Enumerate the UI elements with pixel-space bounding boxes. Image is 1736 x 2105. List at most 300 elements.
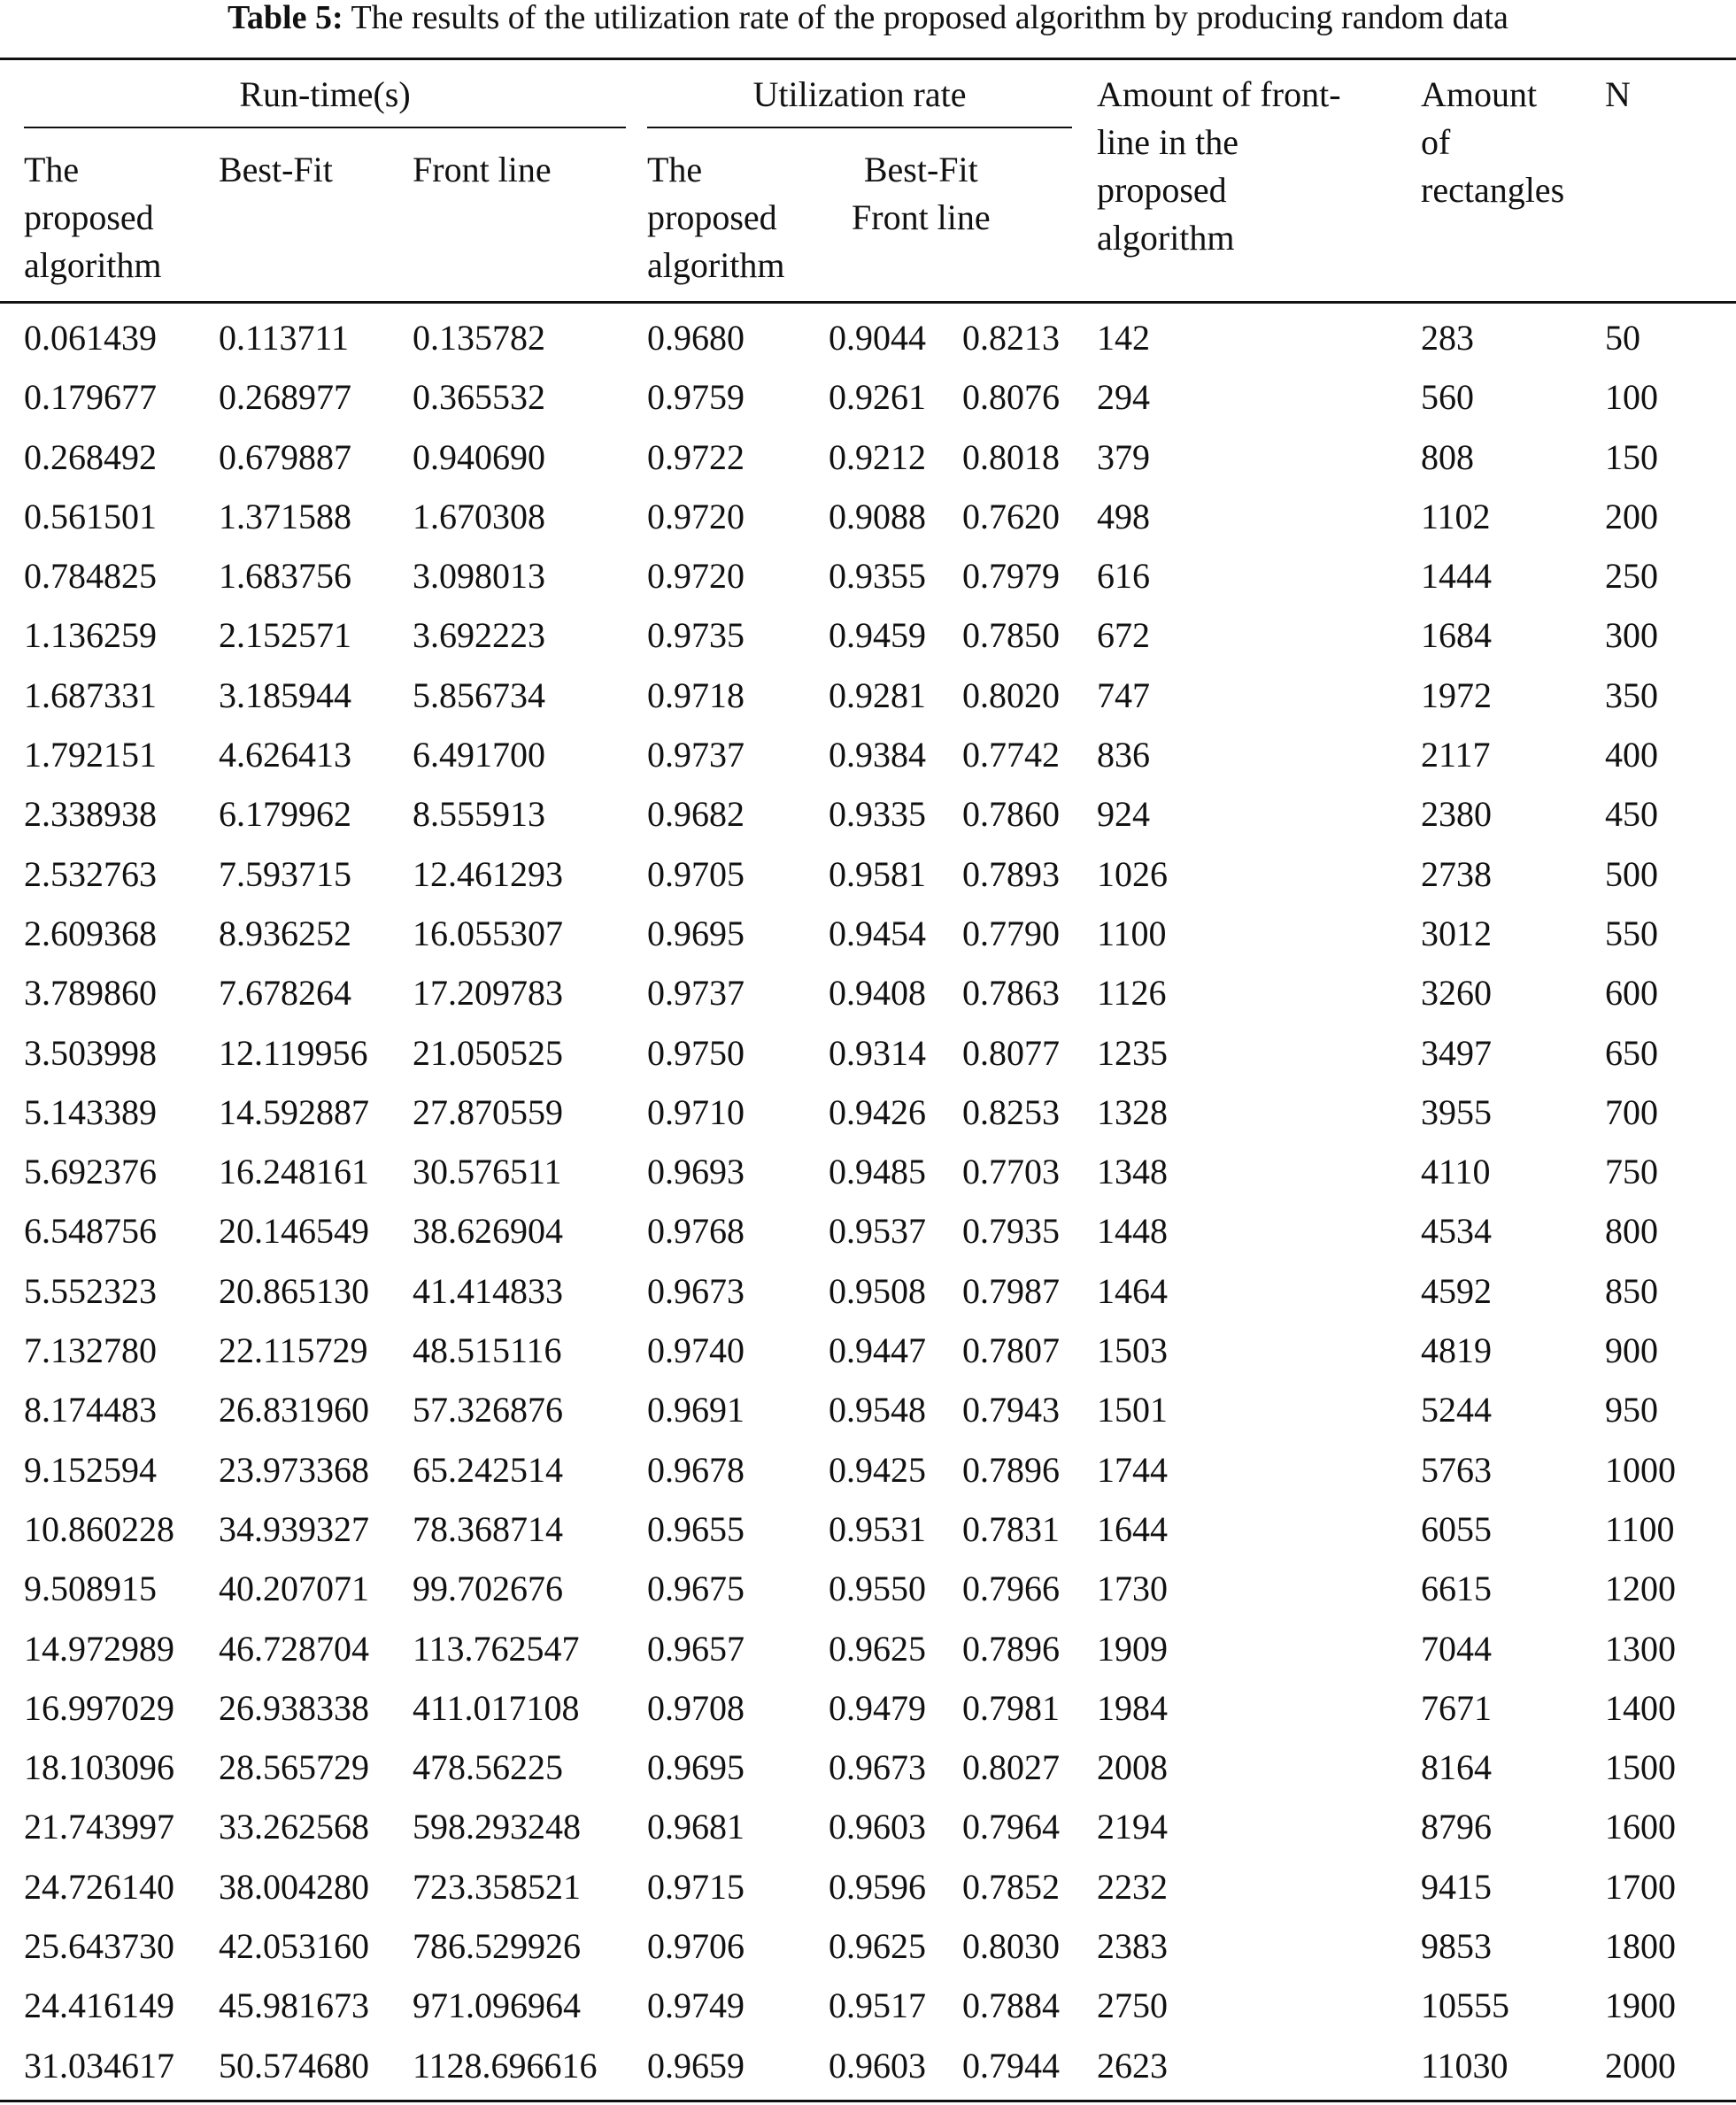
cell-rectangles-amount: 10555 [1421, 1985, 1509, 2026]
cell-frontline-amount: 2750 [1097, 1985, 1168, 2026]
cell-util-frontline: 0.7852 [962, 1866, 1060, 1907]
cell-util-proposed: 0.9710 [647, 1091, 745, 1132]
cell-runtime-bestfit: 8.936252 [219, 913, 351, 953]
cell-util-proposed: 0.9720 [647, 496, 745, 536]
cell-util-frontline: 0.7964 [962, 1807, 1060, 1847]
cell-frontline-amount: 836 [1097, 735, 1150, 775]
cell-rectangles-amount: 4592 [1421, 1270, 1492, 1311]
cell-util-frontline: 0.7896 [962, 1628, 1060, 1669]
cell-runtime-bestfit: 14.592887 [219, 1091, 369, 1132]
cell-runtime-frontline: 57.326876 [413, 1390, 563, 1430]
cell-runtime-bestfit: 3.185944 [219, 675, 351, 715]
cell-rectangles-amount: 9415 [1421, 1866, 1492, 1907]
cell-n: 400 [1605, 735, 1658, 775]
cell-util-proposed: 0.9722 [647, 436, 745, 477]
cell-util-proposed: 0.9695 [647, 1747, 745, 1788]
cell-util-frontline: 0.7742 [962, 735, 1060, 775]
table-row [0, 2042, 1736, 2101]
cell-runtime-proposed: 24.726140 [24, 1866, 174, 1907]
cell-util-bestfit: 0.9459 [829, 615, 926, 656]
table-row [0, 910, 1736, 969]
cell-frontline-amount: 1644 [1097, 1508, 1168, 1549]
cell-runtime-bestfit: 23.973368 [219, 1449, 369, 1490]
cell-runtime-frontline: 3.098013 [413, 556, 545, 597]
cell-frontline-amount: 379 [1097, 436, 1150, 477]
cell-util-bestfit: 0.9625 [829, 1926, 926, 1967]
cell-runtime-proposed: 7.132780 [24, 1330, 157, 1371]
cell-rectangles-amount: 1444 [1421, 556, 1492, 597]
cell-runtime-frontline: 0.135782 [413, 318, 545, 358]
cell-util-proposed: 0.9750 [647, 1032, 745, 1073]
table-body [0, 314, 1736, 2101]
cell-rectangles-amount: 6615 [1421, 1569, 1492, 1609]
cell-util-bestfit: 0.9281 [829, 675, 926, 715]
cell-runtime-proposed: 5.552323 [24, 1270, 157, 1311]
cell-n: 1700 [1605, 1866, 1676, 1907]
table-row [0, 1803, 1736, 1862]
cell-util-bestfit: 0.9314 [829, 1032, 926, 1073]
table-row [0, 1386, 1736, 1446]
cell-runtime-frontline: 65.242514 [413, 1449, 563, 1490]
cell-rectangles-amount: 4534 [1421, 1211, 1492, 1252]
cell-frontline-amount: 672 [1097, 615, 1150, 656]
cell-frontline-amount: 1100 [1097, 913, 1167, 953]
cell-rectangles-amount: 8796 [1421, 1807, 1492, 1847]
header-n: N [1605, 74, 1631, 114]
cell-util-frontline: 0.7943 [962, 1390, 1060, 1430]
cell-util-bestfit: 0.9425 [829, 1449, 926, 1490]
cell-util-proposed: 0.9715 [647, 1866, 745, 1907]
cell-n: 200 [1605, 496, 1658, 536]
table-row [0, 612, 1736, 671]
cell-n: 2000 [1605, 2045, 1676, 2086]
cell-util-bestfit: 0.9088 [829, 496, 926, 536]
cell-runtime-bestfit: 0.268977 [219, 377, 351, 418]
header-util-proposed: The proposed algorithm [647, 150, 785, 285]
cell-util-frontline: 0.7884 [962, 1985, 1060, 2026]
header-runtime-proposed: The proposed algorithm [24, 150, 162, 285]
cell-n: 500 [1605, 853, 1658, 894]
cell-rectangles-amount: 283 [1421, 318, 1474, 358]
cell-n: 750 [1605, 1152, 1658, 1192]
cell-frontline-amount: 142 [1097, 318, 1150, 358]
cell-util-frontline: 0.7860 [962, 794, 1060, 835]
cell-util-proposed: 0.9720 [647, 556, 745, 597]
cell-rectangles-amount: 2380 [1421, 794, 1492, 835]
cell-frontline-amount: 1744 [1097, 1449, 1168, 1490]
cell-util-bestfit: 0.9603 [829, 1807, 926, 1847]
cell-util-proposed: 0.9749 [647, 1985, 745, 2026]
cell-runtime-frontline: 8.555913 [413, 794, 545, 835]
cell-util-bestfit: 0.9426 [829, 1091, 926, 1132]
table-row [0, 434, 1736, 493]
header-rectangles-amount: Amount of rectangles [1421, 74, 1565, 210]
cell-runtime-frontline: 12.461293 [413, 853, 563, 894]
table-row [0, 1268, 1736, 1327]
cell-n: 1500 [1605, 1747, 1676, 1788]
cell-n: 350 [1605, 675, 1658, 715]
cell-runtime-frontline: 27.870559 [413, 1091, 563, 1132]
cell-frontline-amount: 1984 [1097, 1687, 1168, 1728]
cell-runtime-bestfit: 0.113711 [219, 318, 350, 358]
cell-util-proposed: 0.9680 [647, 318, 745, 358]
table-row [0, 1327, 1736, 1386]
cell-frontline-amount: 1501 [1097, 1390, 1168, 1430]
cell-n: 1900 [1605, 1985, 1676, 2026]
cell-n: 1800 [1605, 1926, 1676, 1967]
cell-util-frontline: 0.7896 [962, 1449, 1060, 1490]
cell-runtime-frontline: 786.529926 [413, 1926, 581, 1967]
header-group-utilization: Utilization rate [752, 74, 967, 114]
cell-util-bestfit: 0.9673 [829, 1747, 926, 1788]
cell-runtime-proposed: 6.548756 [24, 1211, 157, 1252]
cell-util-bestfit: 0.9537 [829, 1211, 926, 1252]
cell-runtime-proposed: 1.136259 [24, 615, 157, 656]
cell-runtime-proposed: 3.503998 [24, 1032, 157, 1073]
cell-runtime-frontline: 478.56225 [413, 1747, 563, 1788]
cell-runtime-bestfit: 46.728704 [219, 1628, 369, 1669]
header-util-bestfit-frontline: Best-Fit Front line [852, 150, 991, 237]
cell-util-proposed: 0.9735 [647, 615, 745, 656]
cell-rectangles-amount: 1102 [1421, 496, 1491, 536]
cell-frontline-amount: 2008 [1097, 1747, 1168, 1788]
cell-runtime-proposed: 31.034617 [24, 2045, 174, 2086]
cell-n: 1400 [1605, 1687, 1676, 1728]
cell-rectangles-amount: 3012 [1421, 913, 1492, 953]
cell-util-frontline: 0.7944 [962, 2045, 1060, 2086]
table-row [0, 1744, 1736, 1803]
cell-frontline-amount: 2194 [1097, 1807, 1168, 1847]
cell-runtime-bestfit: 26.938338 [219, 1687, 369, 1728]
header-runtime-bestfit: Best-Fit [219, 150, 333, 189]
cell-util-bestfit: 0.9517 [829, 1985, 926, 2026]
cell-util-frontline: 0.7620 [962, 496, 1060, 536]
cell-util-frontline: 0.7831 [962, 1508, 1060, 1549]
cell-util-frontline: 0.7966 [962, 1569, 1060, 1609]
cell-util-frontline: 0.8018 [962, 436, 1060, 477]
cell-runtime-proposed: 21.743997 [24, 1807, 174, 1847]
table-row [0, 1148, 1736, 1207]
table-row [0, 1982, 1736, 2041]
table-caption [0, 0, 1736, 35]
cell-runtime-proposed: 0.784825 [24, 556, 157, 597]
cell-util-frontline: 0.8030 [962, 1926, 1060, 1967]
cell-util-proposed: 0.9740 [647, 1330, 745, 1371]
cell-util-frontline: 0.8027 [962, 1747, 1060, 1788]
cell-n: 550 [1605, 913, 1658, 953]
table-row [0, 1685, 1736, 1744]
bottom-rule [0, 2100, 1736, 2102]
cell-runtime-proposed: 14.972989 [24, 1628, 174, 1669]
cell-util-proposed: 0.9718 [647, 675, 745, 715]
table-row [0, 851, 1736, 910]
cell-rectangles-amount: 3260 [1421, 973, 1492, 1014]
cell-runtime-proposed: 5.692376 [24, 1152, 157, 1192]
cell-util-frontline: 0.7703 [962, 1152, 1060, 1192]
cell-n: 1600 [1605, 1807, 1676, 1847]
cell-util-bestfit: 0.9355 [829, 556, 926, 597]
cell-n: 800 [1605, 1211, 1658, 1252]
cell-n: 1000 [1605, 1449, 1676, 1490]
cell-runtime-bestfit: 26.831960 [219, 1390, 369, 1430]
cell-runtime-bestfit: 1.371588 [219, 496, 351, 536]
cell-runtime-bestfit: 20.865130 [219, 1270, 369, 1311]
cell-n: 100 [1605, 377, 1658, 418]
cell-runtime-frontline: 30.576511 [413, 1152, 562, 1192]
cell-rectangles-amount: 4110 [1421, 1152, 1491, 1192]
cell-util-proposed: 0.9659 [647, 2045, 745, 2086]
cell-util-frontline: 0.8213 [962, 318, 1060, 358]
cell-util-frontline: 0.8076 [962, 377, 1060, 418]
cell-rectangles-amount: 3955 [1421, 1091, 1492, 1132]
cell-util-proposed: 0.9693 [647, 1152, 745, 1192]
cell-runtime-frontline: 17.209783 [413, 973, 563, 1014]
cell-frontline-amount: 2383 [1097, 1926, 1168, 1967]
cell-util-proposed: 0.9737 [647, 735, 745, 775]
cell-rectangles-amount: 5763 [1421, 1449, 1492, 1490]
cell-runtime-frontline: 0.940690 [413, 436, 545, 477]
cell-util-proposed: 0.9678 [647, 1449, 745, 1490]
cell-runtime-proposed: 9.508915 [24, 1569, 157, 1609]
cell-rectangles-amount: 6055 [1421, 1508, 1492, 1549]
runtime-group-rule [24, 127, 626, 128]
cell-runtime-bestfit: 0.679887 [219, 436, 351, 477]
cell-n: 600 [1605, 973, 1658, 1014]
cell-runtime-bestfit: 1.683756 [219, 556, 351, 597]
cell-runtime-bestfit: 28.565729 [219, 1747, 369, 1788]
cell-frontline-amount: 2232 [1097, 1866, 1168, 1907]
cell-runtime-frontline: 3.692223 [413, 615, 545, 656]
cell-frontline-amount: 747 [1097, 675, 1150, 715]
cell-util-frontline: 0.8253 [962, 1091, 1060, 1132]
cell-runtime-bestfit: 40.207071 [219, 1569, 369, 1609]
cell-rectangles-amount: 808 [1421, 436, 1474, 477]
utilization-group-rule [647, 127, 1072, 128]
cell-frontline-amount: 1503 [1097, 1330, 1168, 1371]
cell-runtime-frontline: 411.017108 [413, 1687, 580, 1728]
cell-util-proposed: 0.9708 [647, 1687, 745, 1728]
cell-util-frontline: 0.7863 [962, 973, 1060, 1014]
cell-util-bestfit: 0.9603 [829, 2045, 926, 2086]
cell-runtime-bestfit: 33.262568 [219, 1807, 369, 1847]
cell-frontline-amount: 294 [1097, 377, 1150, 418]
table-row [0, 1625, 1736, 1685]
cell-util-bestfit: 0.9335 [829, 794, 926, 835]
cell-util-frontline: 0.7935 [962, 1211, 1060, 1252]
caption-text: The results of the utilization rate of the proposed algorithm by producing random data [351, 0, 1508, 36]
cell-runtime-proposed: 1.792151 [24, 735, 157, 775]
cell-runtime-bestfit: 6.179962 [219, 794, 351, 835]
cell-n: 700 [1605, 1091, 1658, 1132]
cell-runtime-bestfit: 22.115729 [219, 1330, 368, 1371]
cell-runtime-proposed: 0.268492 [24, 436, 157, 477]
cell-rectangles-amount: 7671 [1421, 1687, 1492, 1728]
cell-runtime-bestfit: 7.593715 [219, 853, 351, 894]
cell-frontline-amount: 1464 [1097, 1270, 1168, 1311]
cell-util-frontline: 0.7790 [962, 913, 1060, 953]
cell-rectangles-amount: 9853 [1421, 1926, 1492, 1967]
cell-frontline-amount: 1909 [1097, 1628, 1168, 1669]
cell-runtime-frontline: 971.096964 [413, 1985, 581, 2026]
cell-runtime-frontline: 48.515116 [413, 1330, 562, 1371]
cell-frontline-amount: 1026 [1097, 853, 1168, 894]
header-rule [0, 301, 1736, 304]
cell-runtime-bestfit: 12.119956 [219, 1032, 368, 1073]
cell-runtime-bestfit: 34.939327 [219, 1508, 369, 1549]
cell-util-bestfit: 0.9408 [829, 973, 926, 1014]
table-row [0, 672, 1736, 731]
cell-frontline-amount: 1126 [1097, 973, 1167, 1014]
cell-util-frontline: 0.7850 [962, 615, 1060, 656]
cell-runtime-bestfit: 38.004280 [219, 1866, 369, 1907]
cell-util-frontline: 0.7979 [962, 556, 1060, 597]
cell-util-proposed: 0.9655 [647, 1508, 745, 1549]
cell-runtime-bestfit: 16.248161 [219, 1152, 369, 1192]
cell-n: 50 [1605, 318, 1640, 358]
header-runtime-frontline: Front line [413, 150, 552, 189]
header-group-runtime: Run-time(s) [239, 74, 411, 114]
cell-frontline-amount: 924 [1097, 794, 1150, 835]
cell-util-bestfit: 0.9581 [829, 853, 926, 894]
cell-util-bestfit: 0.9531 [829, 1508, 926, 1549]
cell-n: 950 [1605, 1390, 1658, 1430]
cell-n: 450 [1605, 794, 1658, 835]
cell-runtime-proposed: 3.789860 [24, 973, 157, 1014]
cell-runtime-proposed: 10.860228 [24, 1508, 174, 1549]
cell-util-proposed: 0.9657 [647, 1628, 745, 1669]
table-row [0, 1506, 1736, 1565]
cell-runtime-bestfit: 20.146549 [219, 1211, 369, 1252]
cell-util-proposed: 0.9695 [647, 913, 745, 953]
cell-runtime-frontline: 16.055307 [413, 913, 563, 953]
cell-n: 150 [1605, 436, 1658, 477]
cell-runtime-frontline: 21.050525 [413, 1032, 563, 1073]
cell-util-frontline: 0.7981 [962, 1687, 1060, 1728]
cell-rectangles-amount: 7044 [1421, 1628, 1492, 1669]
cell-util-frontline: 0.7807 [962, 1330, 1060, 1371]
cell-runtime-bestfit: 2.152571 [219, 615, 351, 656]
cell-rectangles-amount: 3497 [1421, 1032, 1492, 1073]
table-row [0, 493, 1736, 552]
cell-runtime-proposed: 0.179677 [24, 377, 157, 418]
cell-runtime-proposed: 8.174483 [24, 1390, 157, 1430]
table-row [0, 1923, 1736, 1982]
cell-runtime-frontline: 6.491700 [413, 735, 545, 775]
cell-runtime-proposed: 1.687331 [24, 675, 157, 715]
cell-rectangles-amount: 5244 [1421, 1390, 1492, 1430]
cell-runtime-frontline: 1128.696616 [413, 2045, 598, 2086]
cell-n: 900 [1605, 1330, 1658, 1371]
cell-util-proposed: 0.9682 [647, 794, 745, 835]
cell-frontline-amount: 1348 [1097, 1152, 1168, 1192]
cell-runtime-proposed: 18.103096 [24, 1747, 174, 1788]
cell-util-bestfit: 0.9550 [829, 1569, 926, 1609]
cell-util-proposed: 0.9681 [647, 1807, 745, 1847]
cell-util-bestfit: 0.9212 [829, 436, 926, 477]
cell-frontline-amount: 1448 [1097, 1211, 1168, 1252]
cell-runtime-frontline: 113.762547 [413, 1628, 580, 1669]
cell-rectangles-amount: 2117 [1421, 735, 1491, 775]
table-row [0, 314, 1736, 374]
cell-n: 300 [1605, 615, 1658, 656]
cell-util-proposed: 0.9759 [647, 377, 745, 418]
cell-util-proposed: 0.9706 [647, 1926, 745, 1967]
table-row [0, 790, 1736, 850]
cell-util-frontline: 0.7893 [962, 853, 1060, 894]
cell-n: 250 [1605, 556, 1658, 597]
cell-runtime-bestfit: 50.574680 [219, 2045, 369, 2086]
table-row [0, 731, 1736, 790]
cell-frontline-amount: 1235 [1097, 1032, 1168, 1073]
cell-runtime-bestfit: 42.053160 [219, 1926, 369, 1967]
table-row [0, 1446, 1736, 1506]
cell-util-proposed: 0.9673 [647, 1270, 745, 1311]
cell-util-proposed: 0.9737 [647, 973, 745, 1014]
cell-util-bestfit: 0.9479 [829, 1687, 926, 1728]
caption-label: Table 5: [228, 0, 343, 36]
cell-n: 850 [1605, 1270, 1658, 1311]
cell-n: 1200 [1605, 1569, 1676, 1609]
cell-runtime-proposed: 2.609368 [24, 913, 157, 953]
cell-runtime-bestfit: 4.626413 [219, 735, 351, 775]
cell-runtime-proposed: 0.561501 [24, 496, 157, 536]
table-row [0, 1029, 1736, 1089]
table-row [0, 1207, 1736, 1267]
cell-util-frontline: 0.7987 [962, 1270, 1060, 1311]
cell-util-bestfit: 0.9044 [829, 318, 926, 358]
cell-util-bestfit: 0.9454 [829, 913, 926, 953]
cell-runtime-proposed: 0.061439 [24, 318, 157, 358]
cell-runtime-frontline: 5.856734 [413, 675, 545, 715]
cell-frontline-amount: 1730 [1097, 1569, 1168, 1609]
cell-runtime-proposed: 24.416149 [24, 1985, 174, 2026]
cell-frontline-amount: 2623 [1097, 2045, 1168, 2086]
cell-n: 1100 [1605, 1508, 1675, 1549]
cell-runtime-bestfit: 45.981673 [219, 1985, 369, 2026]
cell-runtime-frontline: 723.358521 [413, 1866, 581, 1907]
cell-util-proposed: 0.9691 [647, 1390, 745, 1430]
cell-runtime-bestfit: 7.678264 [219, 973, 351, 1014]
cell-n: 1300 [1605, 1628, 1676, 1669]
cell-util-bestfit: 0.9508 [829, 1270, 926, 1311]
cell-runtime-frontline: 99.702676 [413, 1569, 563, 1609]
cell-util-bestfit: 0.9596 [829, 1866, 926, 1907]
cell-runtime-proposed: 16.997029 [24, 1687, 174, 1728]
cell-runtime-proposed: 2.532763 [24, 853, 157, 894]
cell-runtime-frontline: 0.365532 [413, 377, 545, 418]
cell-util-bestfit: 0.9625 [829, 1628, 926, 1669]
cell-util-proposed: 0.9675 [647, 1569, 745, 1609]
cell-runtime-proposed: 5.143389 [24, 1091, 157, 1132]
cell-runtime-frontline: 1.670308 [413, 496, 545, 536]
cell-runtime-frontline: 78.368714 [413, 1508, 563, 1549]
cell-util-bestfit: 0.9548 [829, 1390, 926, 1430]
cell-runtime-frontline: 598.293248 [413, 1807, 581, 1847]
table-row [0, 374, 1736, 433]
header-frontline-amount: Amount of front- line in the proposed algorithm [1097, 74, 1341, 258]
cell-util-bestfit: 0.9485 [829, 1152, 926, 1192]
table-row [0, 552, 1736, 612]
cell-runtime-frontline: 38.626904 [413, 1211, 563, 1252]
table-row [0, 969, 1736, 1029]
cell-runtime-proposed: 25.643730 [24, 1926, 174, 1967]
cell-runtime-frontline: 41.414833 [413, 1270, 563, 1311]
cell-frontline-amount: 1328 [1097, 1091, 1168, 1132]
cell-util-bestfit: 0.9261 [829, 377, 926, 418]
cell-util-proposed: 0.9768 [647, 1211, 745, 1252]
cell-rectangles-amount: 560 [1421, 377, 1474, 418]
cell-frontline-amount: 616 [1097, 556, 1150, 597]
